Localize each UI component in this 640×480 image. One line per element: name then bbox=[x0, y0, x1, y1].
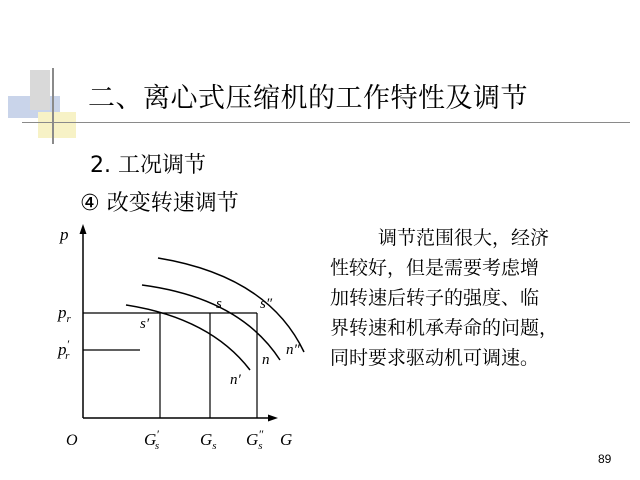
description-line: 调节范围很大，经济 bbox=[378, 227, 550, 249]
label-pr-prime: p′ r bbox=[58, 337, 70, 362]
curve-label-n: n bbox=[262, 352, 270, 368]
decor-vertical-line bbox=[52, 68, 54, 144]
label-gs-double-prime: G″ s bbox=[246, 427, 264, 450]
curve-label-n-double-prime: n″ bbox=[286, 342, 300, 358]
y-axis-arrow bbox=[80, 224, 87, 234]
performance-diagram bbox=[50, 218, 320, 450]
description-line: 加转速后转子的强度、临 bbox=[330, 287, 540, 309]
x-axis-arrow bbox=[268, 415, 278, 422]
slide-title: 二、离心式压缩机的工作特性及调节 bbox=[88, 83, 528, 114]
title-underline bbox=[22, 122, 630, 123]
description-line: 性较好，但是需要考虑增 bbox=[330, 257, 540, 279]
origin-label: O bbox=[66, 432, 78, 449]
page-number: 89 bbox=[598, 452, 612, 466]
label-gs-prime: G′ s bbox=[144, 427, 160, 450]
point-label-s: s bbox=[216, 296, 222, 312]
description-text bbox=[330, 223, 620, 373]
section-subtitle: 2. 工况调节 bbox=[90, 153, 206, 178]
x-axis-label: G bbox=[280, 430, 293, 449]
description-line: 同时要求驱动机可调速。 bbox=[330, 347, 540, 369]
curve-n-prime bbox=[126, 305, 250, 370]
description-line: 界转速和机承寿命的问题， bbox=[330, 317, 559, 339]
decor-block-gray bbox=[30, 70, 50, 110]
point-label-s-prime: s′ bbox=[140, 316, 150, 332]
label-gs: $G_s$ bbox=[200, 430, 217, 450]
y-axis-label: p bbox=[60, 225, 69, 244]
label-pr: $p_r$ bbox=[58, 303, 71, 325]
decor-block-yellow bbox=[38, 112, 76, 138]
bullet-heading: ④ 改变转速调节 bbox=[80, 191, 239, 216]
curve-label-n-prime: n′ bbox=[230, 372, 241, 388]
curve-n-double-prime bbox=[158, 258, 304, 352]
point-label-s-double-prime: s″ bbox=[260, 296, 273, 312]
